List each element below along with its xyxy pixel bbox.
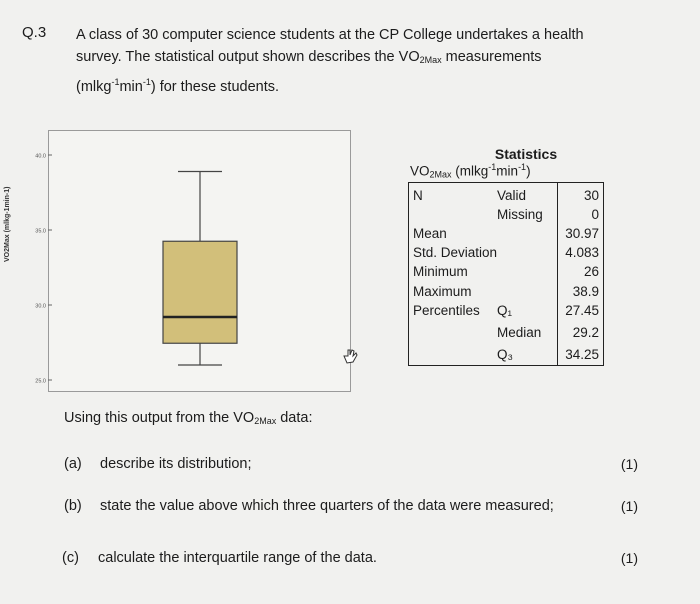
part-a-text: describe its distribution; — [100, 456, 252, 472]
statistics-title: Statistics — [494, 146, 558, 162]
stat-row — [413, 346, 599, 364]
stat-value: 0 — [591, 206, 599, 222]
interquartile-box — [163, 241, 237, 343]
unit-b: min — [119, 78, 143, 95]
stat-value: 38.9 — [572, 283, 599, 299]
intro-line-2-text: survey. The statistical output shown describes the VO — [76, 49, 420, 65]
part-c-text: calculate the interquartile range of the data. — [98, 550, 377, 566]
part-a-marks: (1) — [620, 456, 638, 472]
y-tick-label: 40.0 — [35, 153, 46, 160]
statistics-grid — [408, 182, 604, 366]
stat-sublabel: Missing — [497, 206, 543, 222]
stat-row — [413, 225, 599, 243]
part-b-marks: (1) — [620, 498, 638, 514]
stat-value: 30 — [583, 187, 599, 203]
question-number: Q.3 — [22, 24, 47, 41]
y-tick-label: 30.0 — [35, 303, 46, 310]
intro-line-3 — [76, 71, 636, 98]
stat-value: 4.083 — [565, 245, 599, 261]
var-post-a: (mlkg — [451, 163, 489, 179]
statistics-variable — [410, 162, 604, 180]
stat-label: Std. Deviation — [413, 245, 498, 261]
stat-value: 34.25 — [565, 347, 599, 363]
part-c-label: (c) — [62, 550, 79, 566]
intro-subscript: 2Max — [419, 55, 442, 65]
stat-sublabel: Q₃ — [497, 347, 513, 363]
instruction — [64, 410, 313, 426]
var-sub: 2Max — [429, 169, 452, 180]
stat-value: 29.2 — [572, 324, 599, 340]
y-tick-label: 35.0 — [35, 228, 46, 235]
stat-sublabel: Valid — [497, 187, 527, 203]
var-pre: VO — [410, 163, 430, 179]
intro-line-1: A class of 30 computer science students at the CP College undertakes a health — [76, 27, 584, 43]
part-b-label: (b) — [64, 498, 82, 514]
var-post-c: ) — [526, 163, 531, 179]
stat-label: N — [413, 187, 423, 203]
part-b-text: state the value above which three quarters of the data were measured; — [100, 498, 554, 514]
stat-value: 30.97 — [565, 225, 599, 241]
part-a-label: (a) — [64, 456, 82, 472]
stat-row — [413, 283, 599, 301]
unit-a: (mlkg — [76, 78, 112, 95]
stat-value: 27.45 — [565, 302, 599, 318]
stat-label: Maximum — [413, 283, 472, 299]
stat-row — [413, 244, 599, 262]
instruction-sub: 2Max — [254, 416, 277, 426]
intro-line-2 — [76, 46, 636, 71]
unit-sup-1: -1 — [111, 77, 120, 87]
instruction-pre: Using this output from the VO — [64, 410, 255, 426]
unit-c: ) for these students. — [150, 78, 280, 95]
unit-sup-2: -1 — [142, 77, 151, 87]
statistics-table — [408, 146, 604, 366]
stat-label: Minimum — [413, 264, 468, 280]
var-post-b: min — [496, 163, 519, 179]
part-c-marks: (1) — [620, 550, 638, 566]
var-sup-1: -1 — [488, 162, 497, 172]
part-b — [64, 498, 554, 514]
y-tick-label: 25.0 — [35, 378, 46, 385]
stat-value: 26 — [583, 264, 599, 280]
stat-sublabel: Median — [497, 324, 542, 340]
var-sup-2: -1 — [518, 162, 527, 172]
stat-row — [413, 187, 599, 205]
part-a — [64, 456, 252, 472]
stat-row — [413, 206, 599, 224]
stat-sublabel: Q₁ — [497, 302, 513, 318]
stat-row — [413, 302, 599, 320]
mouse-pointer-icon — [340, 346, 362, 368]
intro-line-2-end: measurements — [441, 49, 542, 65]
stat-label: Mean — [413, 225, 447, 241]
question-intro — [76, 24, 636, 98]
boxplot-chart — [35, 130, 351, 392]
stat-row — [413, 263, 599, 281]
stat-label: Percentiles — [413, 302, 480, 318]
instruction-post: data: — [276, 410, 313, 426]
stat-row — [413, 324, 599, 342]
part-c — [62, 550, 377, 566]
boxplot-y-axis-label: VO2Max (mlkg-1min-1) — [4, 186, 11, 262]
